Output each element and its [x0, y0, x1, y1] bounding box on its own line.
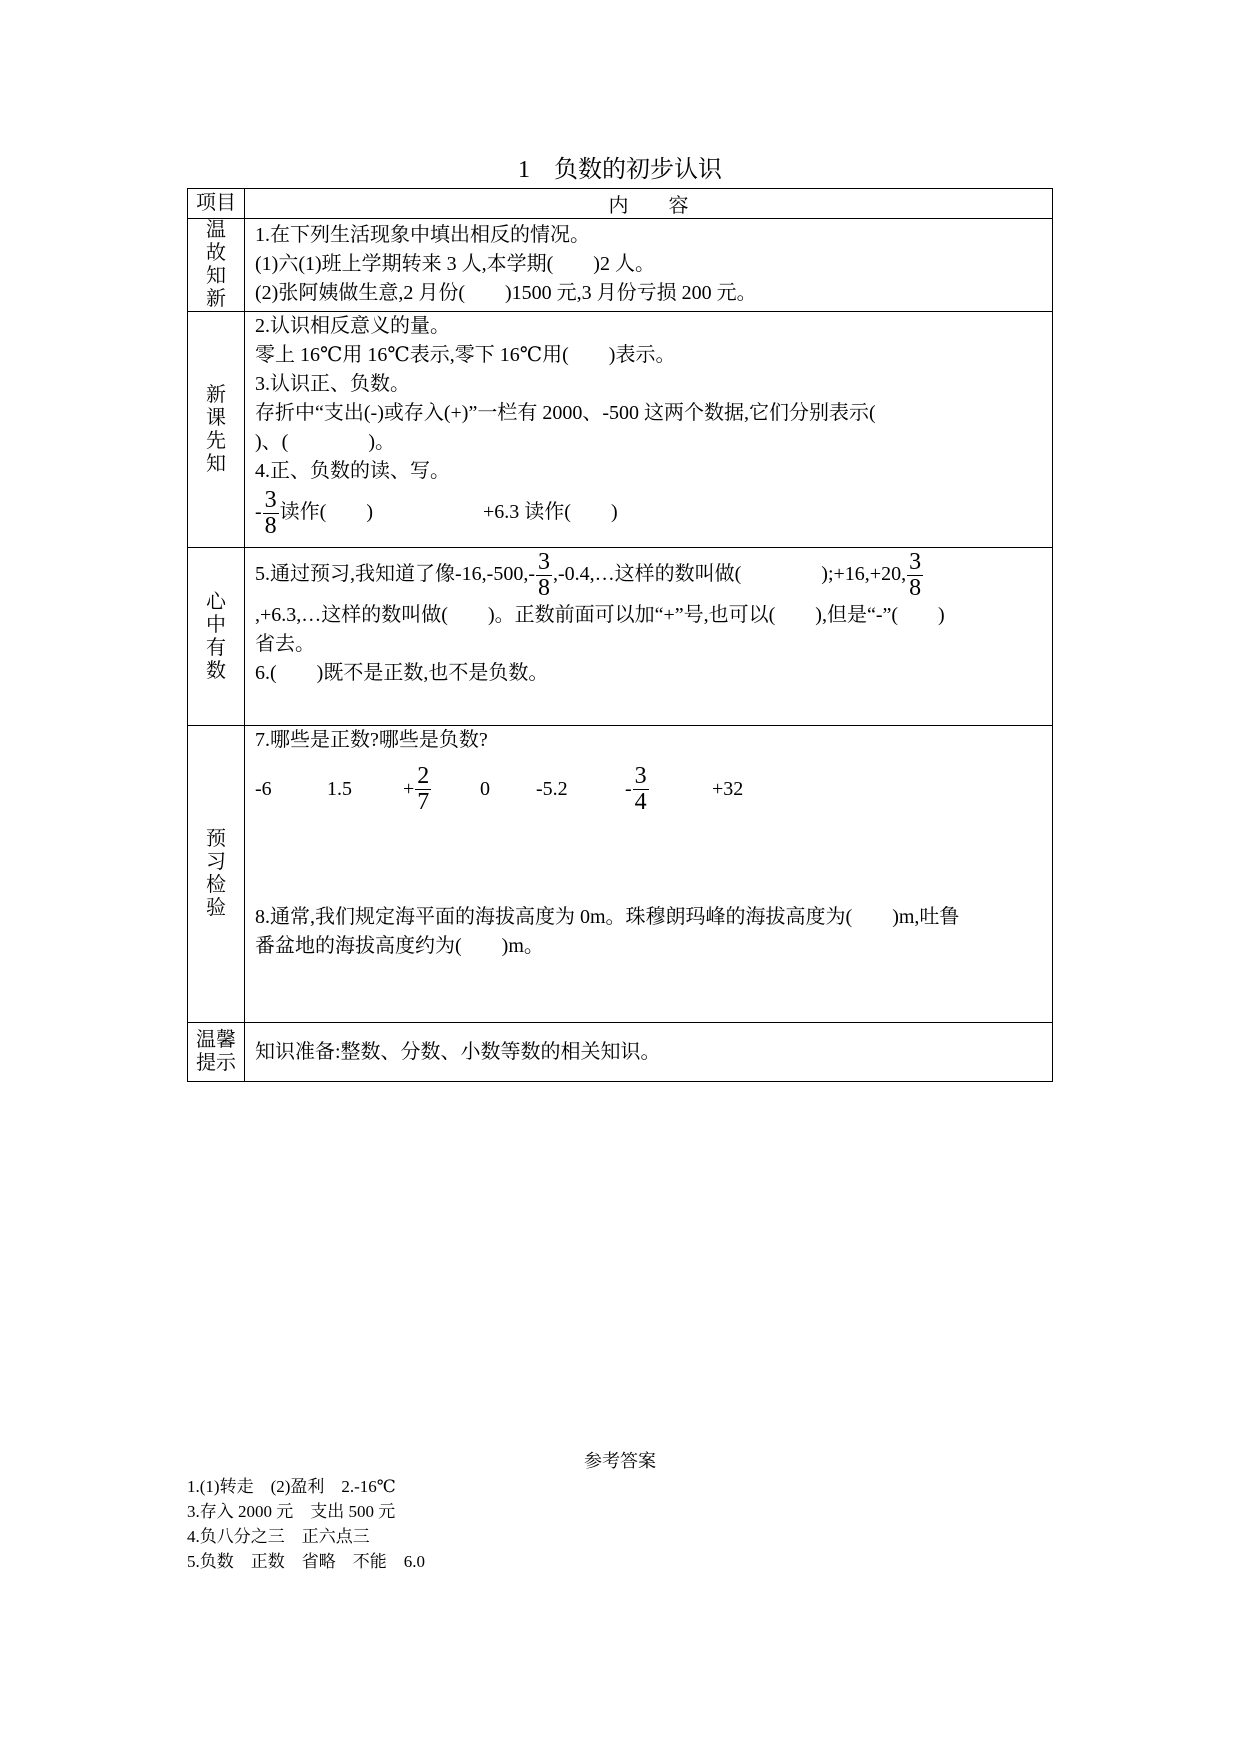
fraction-denominator: 4 — [634, 788, 647, 815]
q5-line-1 — [255, 550, 1042, 601]
fraction — [536, 550, 552, 601]
tips-text: 知识准备:整数、分数、小数等数的相关知识。 — [255, 1040, 661, 1063]
section-understanding-content — [245, 548, 1053, 726]
section-tips-content — [245, 1023, 1053, 1082]
section-check-row — [188, 726, 1053, 1023]
text-line: )、( )。 — [255, 431, 395, 453]
q5-text-a: 5.通过预习,我知道了像-16,-500,- — [255, 563, 535, 586]
number-item: -6 — [255, 777, 272, 800]
section-review-content — [245, 219, 1053, 312]
section-tips-row — [188, 1023, 1053, 1082]
section-label-text: 预习检验 — [206, 828, 226, 919]
fraction-sign: - — [255, 501, 262, 524]
number-item-fraction — [625, 764, 712, 815]
q8-line-1: 8.通常,我们规定海平面的海拔高度为 0m。珠穆朗玛峰的海拔高度为( )m,吐鲁 — [255, 906, 960, 928]
fraction-numerator: 2 — [417, 762, 430, 789]
header-content-cell: 内 容 — [245, 189, 1053, 219]
fraction-denominator: 8 — [909, 575, 922, 601]
text-line: 1.在下列生活现象中填出相反的情况。 — [255, 224, 590, 246]
fraction-sign: + — [403, 777, 415, 800]
q5-line-2: ,+6.3,…这样的数叫做( )。正数前面可以加“+”号,也可以( ),但是“-”( ) — [255, 604, 945, 626]
text-line: 4.正、负数的读、写。 — [255, 460, 450, 482]
fraction-sign: - — [625, 777, 632, 800]
text-line: 2.认识相反意义的量。 — [255, 315, 450, 337]
fraction-numerator: 3 — [537, 549, 550, 575]
section-preview-row — [188, 312, 1053, 548]
read-blank-1: 读作( ) — [279, 501, 373, 524]
answer-line: 3.存入 2000 元 支出 500 元 — [187, 1502, 396, 1521]
section-label-understanding — [188, 548, 245, 726]
fraction-numerator: 3 — [634, 762, 647, 789]
number-list — [255, 757, 1042, 821]
number-item-fraction — [403, 764, 480, 815]
section-label-text: 心中有数 — [206, 590, 226, 682]
header-item-cell: 项目 — [188, 189, 245, 219]
section-preview-content — [245, 312, 1053, 548]
section-label-text: 新课先知 — [206, 383, 226, 475]
number-item: +32 — [712, 777, 744, 800]
q8-line-2: 番盆地的海拔高度约为( )m。 — [255, 935, 544, 957]
section-understanding-row — [188, 548, 1053, 726]
fraction — [263, 488, 279, 539]
section-label-text: 温故知新 — [206, 219, 226, 310]
number-item: 1.5 — [327, 777, 352, 800]
reading-line — [255, 488, 1042, 539]
q6-line: 6.( )既不是正数,也不是负数。 — [255, 662, 549, 684]
number-item: 0 — [480, 777, 490, 800]
answer-line: 5.负数 正数 省略 不能 6.0 — [187, 1552, 425, 1571]
fraction-numerator: 3 — [264, 487, 277, 513]
fraction — [415, 764, 431, 815]
fraction — [907, 550, 923, 601]
table-header-row — [188, 189, 1053, 219]
q5-line-3: 省去。 — [255, 633, 315, 655]
study-table — [187, 188, 1053, 1082]
section-label-preview — [188, 312, 245, 548]
answer-line: 1.(1)转走 (2)盈利 2.-16℃ — [187, 1477, 396, 1496]
number-item: -5.2 — [536, 777, 568, 800]
fraction-denominator: 7 — [417, 788, 430, 815]
answer-line: 4.负八分之三 正六点三 — [187, 1527, 370, 1546]
text-line: 存折中“支出(-)或存入(+)”一栏有 2000、-500 这两个数据,它们分别表示( — [255, 402, 876, 424]
read-blank-2: +6.3 读作( ) — [483, 501, 618, 524]
section-label-text: 温馨提示 — [196, 1029, 236, 1074]
fraction — [633, 764, 649, 815]
answers-list — [187, 1474, 425, 1574]
page-title: 1 负数的初步认识 — [518, 157, 722, 183]
section-label-tips — [188, 1023, 245, 1082]
text-line: 3.认识正、负数。 — [255, 373, 410, 395]
text-line: (2)张阿姨做生意,2 月份( )1500 元,3 月份亏损 200 元。 — [255, 282, 757, 304]
text-line: 零上 16℃用 16℃表示,零下 16℃用( )表示。 — [255, 344, 676, 366]
fraction-numerator: 3 — [909, 549, 922, 575]
q5-text-b: ,-0.4,…这样的数叫做( );+16,+20, — [552, 563, 907, 586]
section-review-row — [188, 219, 1053, 312]
answers-title: 参考答案 — [584, 1451, 656, 1471]
fraction-denominator: 8 — [537, 575, 550, 601]
q7-line: 7.哪些是正数?哪些是负数? — [255, 729, 488, 751]
fraction-denominator: 8 — [264, 513, 277, 539]
text-line: (1)六(1)班上学期转来 3 人,本学期( )2 人。 — [255, 253, 655, 275]
section-label-review — [188, 219, 245, 312]
section-label-check — [188, 726, 245, 1023]
section-check-content — [245, 726, 1053, 1023]
